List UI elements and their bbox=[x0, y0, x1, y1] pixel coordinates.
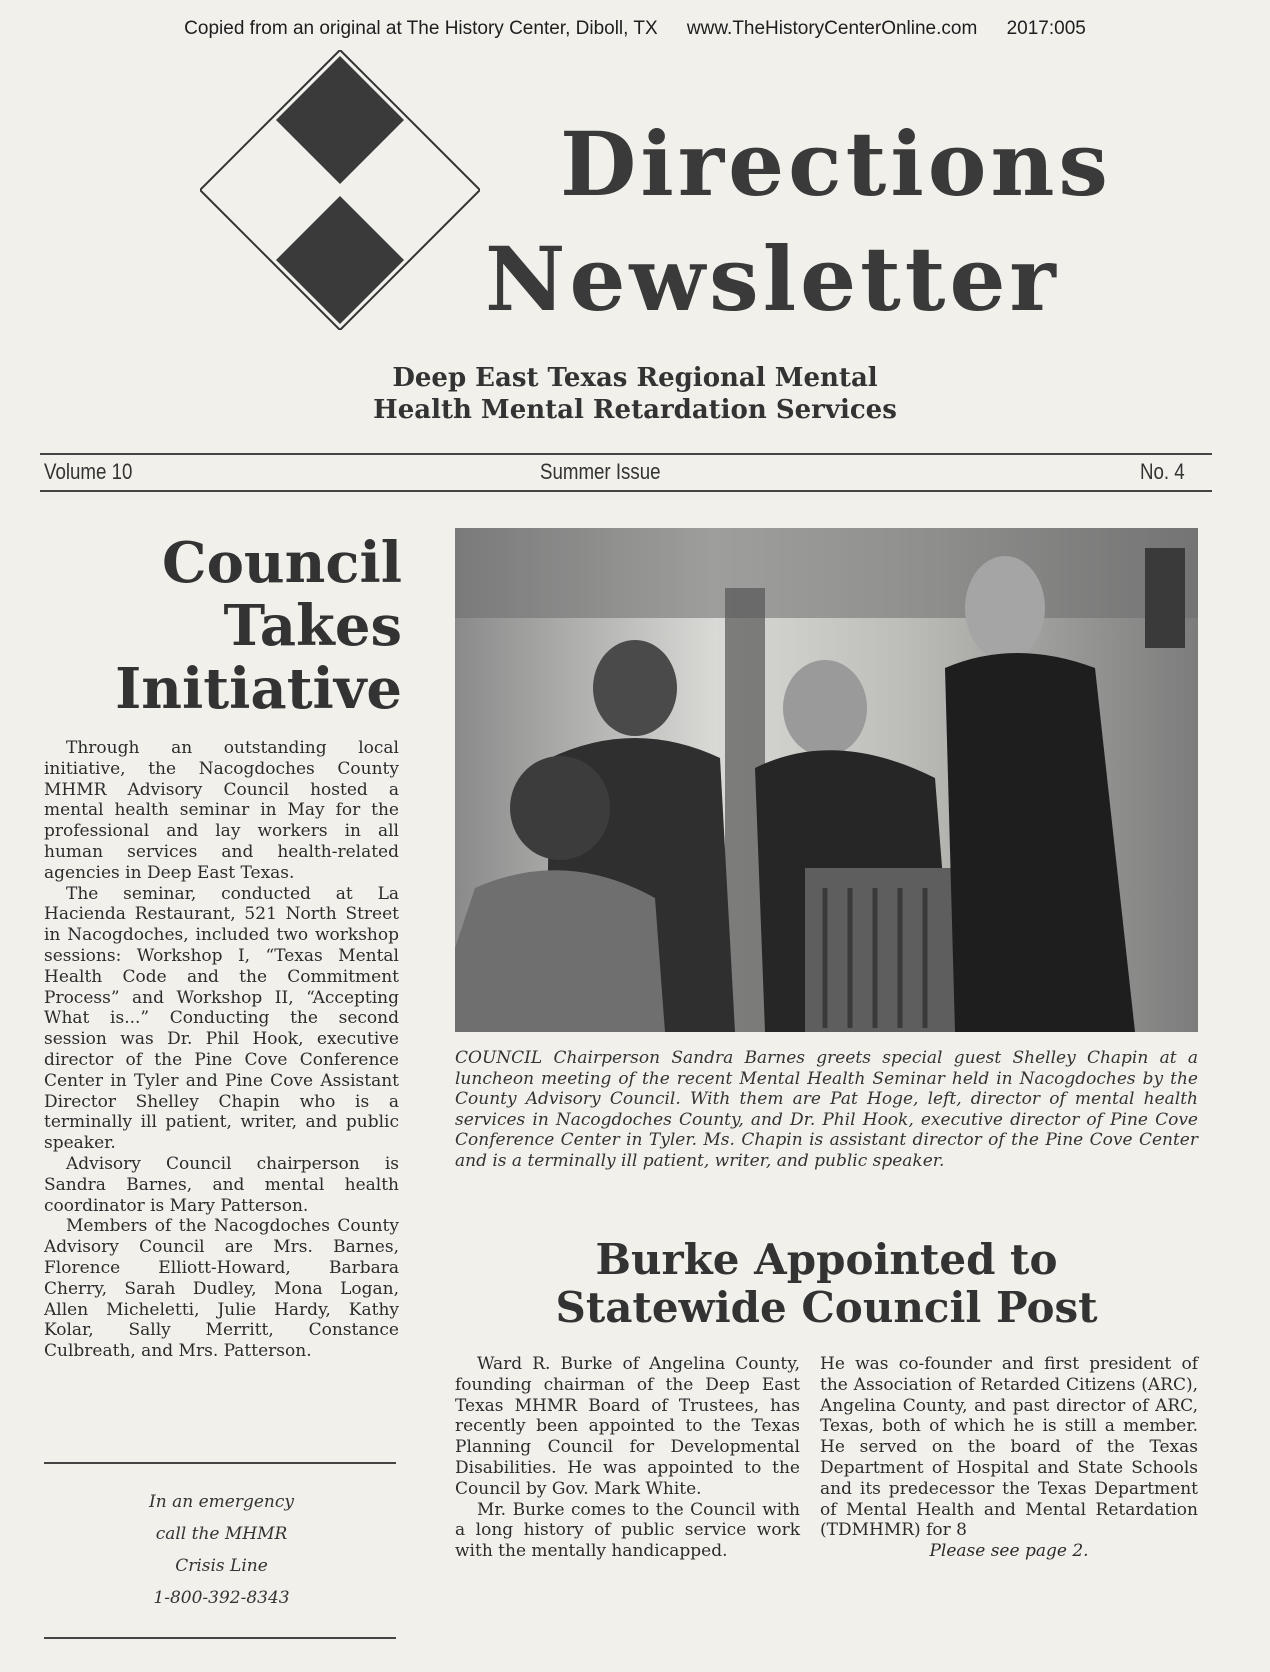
article2-column-right bbox=[820, 1354, 1198, 1562]
emergency-line1: In an emergency bbox=[149, 1492, 294, 1512]
issue-bar-bottom-rule bbox=[40, 490, 1212, 492]
emergency-line2: call the MHMR bbox=[155, 1524, 288, 1544]
organization-name bbox=[0, 362, 1270, 426]
article2-paragraph: Mr. Burke comes to the Council with a long history of public service work with the mentally handicapped. bbox=[455, 1499, 800, 1562]
article1-paragraph: Advisory Council chairperson is Sandra Barnes, and mental health coordinator is Mary Patterson. bbox=[44, 1153, 399, 1216]
masthead-title-line1: Directions bbox=[560, 112, 1112, 216]
article2-paragraph-continued: He was co-founder and first president of the Association of Retarded Citizens (ARC), Angelina County, and past director of ARC, Texas, both of which he is still a member. He served on the board of the Texas Department of Hospital and State Schools and its predecessor the Texas Department of Mental Health and Mental Retardation (TDMHMR) for 8 bbox=[820, 1354, 1198, 1541]
organization-line2: Health Mental Retardation Services bbox=[373, 395, 897, 425]
article1-body bbox=[44, 738, 399, 1362]
emergency-bottom-rule bbox=[44, 1637, 396, 1639]
article1-paragraph: Members of the Nacogdoches County Advisory Council are Mrs. Barnes, Florence Elliott-Howard, Barbara Cherry, Sarah Dudley, Mona Logan, Allen Micheletti, Julie Hardy, Kathy Kolar, Sally Merritt, Constance Culbreath, and Mrs. Patterson. bbox=[44, 1216, 399, 1362]
article2-headline bbox=[455, 1236, 1198, 1332]
emergency-notice bbox=[44, 1486, 399, 1614]
volume-label: Volume 10 bbox=[44, 459, 133, 484]
article1-headline-line1: Council bbox=[162, 530, 402, 596]
article1-headline bbox=[42, 532, 402, 721]
issue-season: Summer Issue bbox=[540, 459, 661, 484]
article2-column-left bbox=[455, 1354, 800, 1562]
archive-website: www.TheHistoryCenterOnline.com bbox=[686, 18, 978, 39]
archive-notice bbox=[0, 18, 1270, 40]
article2-headline-line1: Burke Appointed to bbox=[595, 1235, 1058, 1284]
archive-item-id: 2017:005 bbox=[1006, 18, 1086, 39]
article2-paragraph: Ward R. Burke of Angelina County, founding chairman of the Deep East Texas MHMR Board of Trustees, has recently been appointed to the Texas Planning Council for Developmental Disabilities. He was appointed to the Council by Gov. Mark White. bbox=[455, 1354, 800, 1499]
article1-paragraph: The seminar, conducted at La Hacienda Restaurant, 521 North Street in Nacogdoches, included two workshop sessions: Workshop I, “Texas Mental Health Code and the Commitment Process” and Workshop II, “Accepting What is...” Conducting the second session was Dr. Phil Hook, executive director of the Pine Cove Conference Center in Tyler and Pine Cove Assistant Director Shelley Chapin who is a terminally ill patient, writer, and public speaker. bbox=[44, 883, 399, 1154]
masthead-title-line2: Newsletter bbox=[485, 227, 1060, 331]
article1-paragraph: Through an outstanding local initiative, the Nacogdoches County MHMR Advisory Council hosted a mental health seminar in May for the professional and lay workers in all human services and health-related agencies in Deep East Texas. bbox=[44, 738, 399, 883]
archive-source: Copied from an original at The History Center, Diboll, TX bbox=[184, 18, 658, 39]
emergency-top-rule bbox=[44, 1462, 396, 1464]
council-photo-image bbox=[455, 528, 1198, 1032]
article1-headline-line2: Takes bbox=[223, 593, 402, 659]
photo-caption: COUNCIL Chairperson Sandra Barnes greets special guest Shelley Chapin at a luncheon meeting of the recent Mental Health Seminar held in Nacogdoches by the County Advisory Council. With them are Pat Hoge, left, director of mental health services in Nacogdoches County, and Dr. Phil Hook, executive director of Pine Cove Conference Center in Tyler. Ms. Chapin is assistant director of the Pine Cove Center and is a terminally ill patient, writer, and public speaker. bbox=[455, 1048, 1198, 1171]
council-photo bbox=[455, 528, 1198, 1032]
crisis-line-phone: 1-800-392-8343 bbox=[153, 1588, 290, 1608]
emergency-line3: Crisis Line bbox=[175, 1556, 268, 1576]
organization-line1: Deep East Texas Regional Mental bbox=[392, 363, 878, 393]
issue-bar-top-rule bbox=[40, 453, 1212, 455]
continued-notice: Please see page 2. bbox=[929, 1541, 1089, 1562]
issue-number: No. 4 bbox=[1140, 459, 1185, 484]
article1-headline-line3: Initiative bbox=[115, 656, 402, 722]
article2-headline-line2: Statewide Council Post bbox=[555, 1283, 1098, 1332]
directions-logo-icon bbox=[200, 50, 480, 330]
